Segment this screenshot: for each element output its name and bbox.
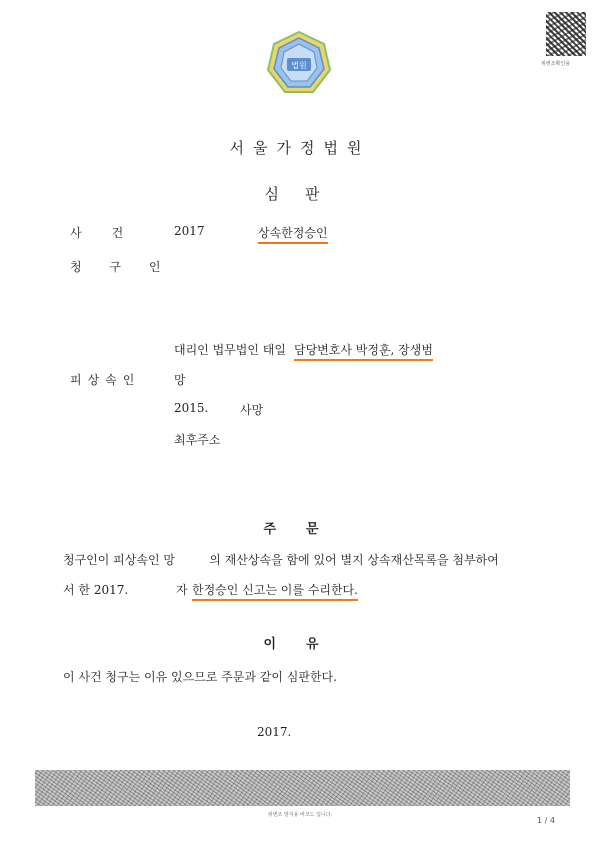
- reason-heading: 이유: [263, 637, 349, 652]
- document-title: 심판: [264, 185, 346, 203]
- case-year: 2017: [174, 224, 205, 238]
- reason-text: 이 사건 청구는 이유 있으므로 주문과 같이 심판한다.: [63, 670, 337, 684]
- order-line-2-mid: 자: [176, 583, 188, 597]
- death-word: 사망: [240, 403, 264, 417]
- court-seal-logo: [266, 30, 332, 96]
- decision-date: 2017.: [257, 725, 292, 739]
- deceased-label: 피상속인: [70, 373, 141, 387]
- anti-forgery-barcode: [35, 770, 570, 806]
- case-name: 상속한정승인: [258, 224, 328, 244]
- footer-caption: 위변조 방지용 바코드 입니다.: [267, 812, 333, 818]
- qr-caption: 위변조확인용: [541, 61, 570, 67]
- claimant-label: 청 구 인: [70, 260, 173, 274]
- court-name: 서울가정법원: [229, 139, 371, 157]
- qr-code: [546, 12, 586, 56]
- order-line-2-highlight: 한정승인 신고는 이를 수리한다.: [192, 581, 358, 601]
- case-label: 사건: [70, 226, 154, 240]
- deceased-name-prefix: 망: [174, 373, 186, 387]
- page-number: 1 / 4: [537, 816, 555, 825]
- order-heading: 주문: [263, 522, 349, 537]
- last-address-label: 최후주소: [174, 433, 221, 447]
- order-line-1: 청구인이 피상속인 망 의 재산상속을 함에 있어 별지 상속재산목록을 첨부하여: [63, 553, 499, 567]
- death-year: 2015.: [174, 401, 209, 415]
- seal-text: 법원: [291, 61, 307, 70]
- agent-attorneys: 담당변호사 박정훈, 장생범: [294, 341, 433, 361]
- order-line-2-prefix: 서 한 2017.: [63, 583, 129, 597]
- agent-prefix: 대리인 법무법인 태일: [174, 343, 286, 357]
